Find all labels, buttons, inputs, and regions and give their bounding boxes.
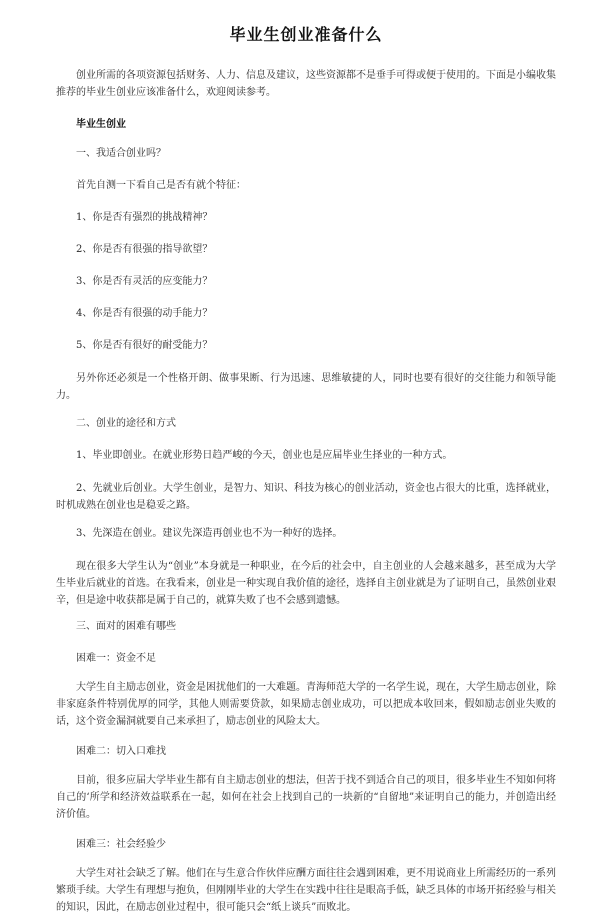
trait-item: 4、你是否有很强的动手能力？: [76, 308, 213, 319]
difficulty-1-title: 困难一：资金不足: [76, 653, 156, 664]
difficulty-2-title: 困难二：切入口难找: [76, 746, 166, 757]
section-2-point-1: 1、毕业即创业。在就业形势日趋严峻的今天，创业也是应届毕业生择业的一种方式。: [76, 450, 453, 461]
difficulty-1-text: 大学生自主励志创业，资金是困扰他们的一大难题。青海师范大学的一名学生说，现在，大学生励志创业，除非家庭条件特别优厚的同学，其他人则需要贷款，如果励志创业成功，可以把成本收回来，假如励志创业失败的话，这个资金漏洞就要自己来承担了，励志创业的风险太大。: [56, 682, 556, 727]
section-2-paragraph: 现在很多大学生认为“创业”本身就是一种职业，在今后的社会中，自主创业的人会越来越多，甚至成为大学生毕业后就业的首选。在我看来，创业是一种实现自我价值的途径，选择自主创业就是为了证明自己，虽然创业艰辛，但是途中收获都是属于自己的，就算失败了也不会感到遗憾。: [56, 561, 556, 606]
difficulty-3-title: 困难三：社会经验少: [76, 839, 166, 850]
trait-item: 3、你是否有灵活的应变能力？: [76, 276, 213, 287]
difficulty-3-text: 大学生对社会缺乏了解。他们在与生意合作伙伴应酬方面往往会遇到困难，更不用说商业上所需经历的一系列繁琐手续。大学生有理想与抱负，但刚刚毕业的大学生在实践中往往是眼高手低，缺乏具体的市场开拓经验与相关的知识，因此，在励志创业过程中，很可能只会“纸上谈兵”而败北。: [56, 868, 556, 913]
section-2-title: 二、创业的途径和方式: [76, 418, 176, 429]
section-2-point-2: 2、先就业后创业。大学生创业，是智力、知识、科技为核心的创业活动，资金也占很大的比重，选择就业，时机成熟在创业也是稳妥之路。: [56, 483, 556, 511]
intro-paragraph: 创业所需的各项资源包括财务、人力、信息及建议，这些资源都不是垂手可得或便于使用的。下面是小编收集推荐的毕业生创业应该准备什么，欢迎阅读参考。: [56, 70, 556, 98]
section-1-conclusion: 另外你还必须是一个性格开朗、做事果断、行为迅速、思维敏捷的人，同时也要有很好的交往能力和领导能力。: [56, 373, 556, 401]
section-2-point-3: 3、先深造在创业。建议先深造再创业也不为一种好的选择。: [76, 528, 343, 539]
section-1-title: 一、我适合创业吗？: [76, 148, 166, 159]
section-1-lead: 首先自测一下看自己是否有就个特征：: [76, 180, 246, 191]
trait-item: 1、你是否有强烈的挑战精神？: [76, 212, 213, 223]
section-3-title: 三、面对的困难有哪些: [76, 621, 176, 632]
document-title: 毕业生创业准备什么: [229, 25, 383, 44]
difficulty-2-text: 目前，很多应届大学毕业生都有自主励志创业的想法，但苦于找不到适合自己的项目，很多毕业生不知如何将自己的‘所学和经济效益联系在一起，如何在社会上找到自己的一块新的“自留地”来证明自己的能力，并创造出经济价值。: [56, 775, 556, 820]
trait-item: 5、你是否有很好的耐受能力？: [76, 340, 213, 351]
section-subhead: 毕业生创业: [76, 119, 126, 130]
trait-item: 2、你是否有很强的指导欲望？: [76, 244, 213, 255]
